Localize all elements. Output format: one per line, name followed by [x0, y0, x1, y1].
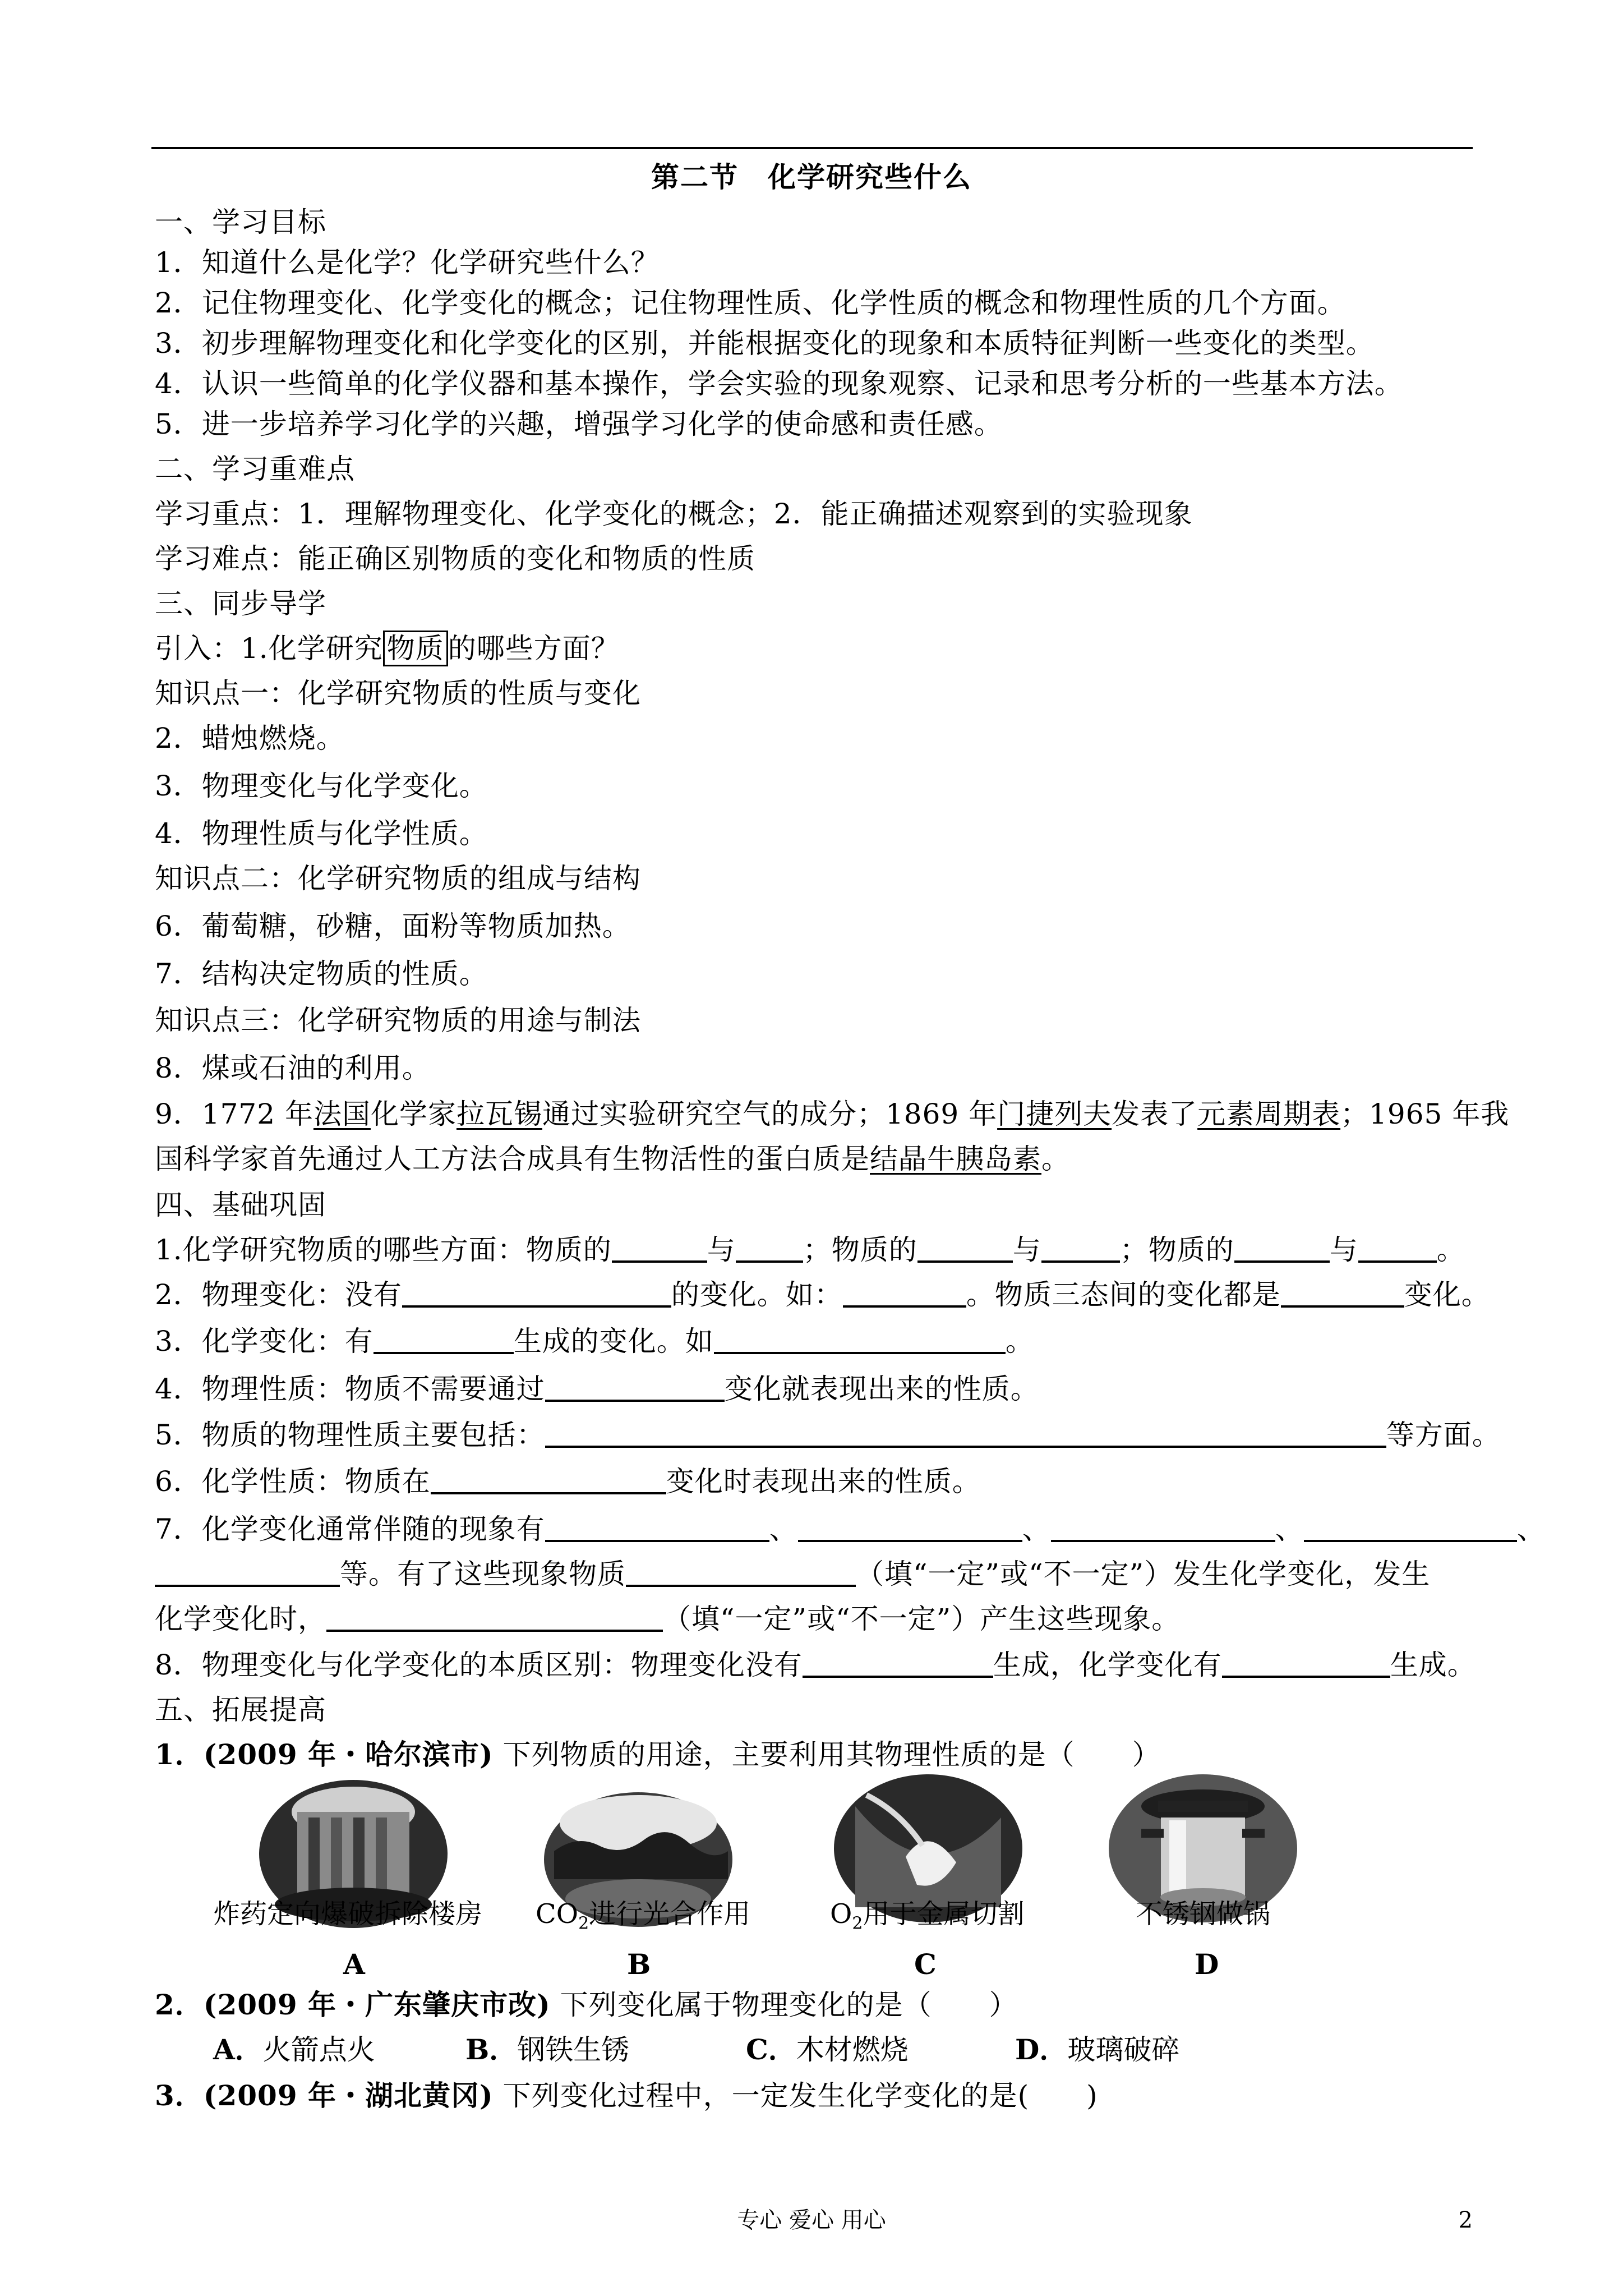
option-b[interactable] — [465, 2030, 746, 2070]
text: 、 — [769, 1513, 798, 1545]
text: 、 — [1022, 1513, 1051, 1545]
text: 等。有了这些现象物质 — [340, 1558, 626, 1590]
intro-pre: 引入：1.化学研究 — [155, 632, 383, 665]
answer-blank[interactable] — [917, 1232, 1013, 1263]
knowledge-point-3: 知识点三：化学研究物质的用途与制法 — [155, 1004, 641, 1037]
extension-q1 — [155, 1734, 1161, 1775]
answer-blank[interactable] — [1358, 1232, 1437, 1263]
guide-item-8: 8．煤或石油的利用。 — [155, 1052, 431, 1084]
text: ；物质的 — [803, 1234, 917, 1266]
text: CO — [536, 1898, 579, 1930]
text: 变化。 — [1404, 1278, 1490, 1311]
option-b-caption — [536, 1896, 750, 1942]
answer-blank[interactable] — [545, 1512, 769, 1542]
text: 进行光合作用 — [589, 1898, 751, 1930]
option-letter: B． — [465, 2033, 518, 2066]
answer-blank[interactable] — [1304, 1512, 1517, 1542]
option-letter: A． — [213, 2033, 263, 2066]
text: ；1965 年我 — [1340, 1098, 1510, 1130]
text: 、 — [1516, 1513, 1546, 1545]
page-title: 第二节 化学研究些什么 — [651, 160, 972, 194]
section-heading-basics: 四、基础巩固 — [155, 1189, 326, 1221]
intro-line — [155, 628, 620, 669]
page-number: 2 — [1458, 2207, 1473, 2233]
text: 等方面。 — [1386, 1419, 1501, 1451]
basic-q7-line1 — [155, 1509, 1546, 1549]
option-a-caption: 炸药定向爆破拆除楼房 — [213, 1898, 483, 1930]
text: 9．1772 年 — [155, 1098, 313, 1130]
question-source: (2009 年・哈尔滨市) — [203, 1738, 494, 1771]
basic-q7-line2 — [155, 1554, 1430, 1594]
extension-q3 — [155, 2076, 1098, 2116]
option-a[interactable] — [213, 2030, 465, 2070]
underlined-text: 法国 — [313, 1098, 371, 1130]
text: 。物质三态间的变化都是 — [966, 1278, 1281, 1311]
answer-blank[interactable] — [1041, 1232, 1120, 1263]
text: 与 — [1329, 1234, 1358, 1266]
text: 生成的变化。如 — [513, 1325, 714, 1358]
text: 与 — [707, 1234, 736, 1266]
underlined-text: 门捷列夫 — [997, 1098, 1112, 1130]
intro-post: 的哪些方面？ — [448, 632, 620, 665]
underlined-text: 拉瓦锡 — [456, 1098, 542, 1130]
key-points: 学习重点：1．理解物理变化、化学变化的概念；2．能正确描述观察到的实验现象 — [155, 498, 1193, 530]
basic-q5 — [155, 1415, 1501, 1455]
text: 5．物质的物理性质主要包括： — [155, 1419, 545, 1451]
text: 。 — [1005, 1325, 1034, 1358]
answer-blank[interactable] — [374, 1324, 514, 1354]
option-d-letter[interactable]: D — [1195, 1948, 1219, 1981]
section-heading-guide: 三、同步导学 — [155, 587, 326, 620]
answer-blank[interactable] — [612, 1232, 707, 1263]
header-rule — [151, 147, 1473, 149]
text: 的变化。如： — [671, 1278, 843, 1311]
guide-item-7: 7．结构决定物质的性质。 — [155, 958, 488, 990]
guide-item-2: 2．蜡烛燃烧。 — [155, 722, 345, 754]
boxed-term: 物质 — [383, 631, 448, 666]
answer-blank[interactable] — [1051, 1512, 1275, 1542]
answer-blank[interactable] — [545, 1372, 725, 1402]
basic-q8 — [155, 1645, 1476, 1685]
option-d-caption: 不锈钢做锅 — [1136, 1898, 1271, 1930]
text: 变化时表现出来的性质。 — [666, 1465, 981, 1498]
answer-blank[interactable] — [626, 1557, 856, 1587]
text: 4．物理性质：物质不需要通过 — [155, 1373, 545, 1405]
page-footer: 专心 爱心 用心 — [737, 2207, 886, 2233]
text: O — [830, 1898, 852, 1930]
question-number: 3． — [155, 2079, 204, 2112]
goal-item-2: 2．记住物理变化、化学变化的概念；记住物理性质、化学性质的概念和物理性质的几个方面。 — [155, 287, 1346, 319]
answer-blank[interactable] — [1234, 1232, 1330, 1263]
answer-blank[interactable] — [803, 1648, 993, 1678]
answer-blank[interactable] — [431, 1464, 666, 1494]
option-b-letter[interactable]: B — [627, 1948, 651, 1981]
underlined-text: 结晶牛胰岛素 — [870, 1143, 1041, 1175]
knowledge-point-2: 知识点二：化学研究物质的组成与结构 — [155, 862, 641, 895]
answer-blank[interactable] — [1281, 1277, 1404, 1308]
goal-item-5: 5．进一步培养学习化学的兴趣，增强学习化学的使命感和责任感。 — [155, 408, 1003, 440]
text: 。 — [1041, 1143, 1070, 1175]
question-text: 下列变化过程中，一定发生化学变化的是( ) — [502, 2079, 1098, 2112]
guide-item-4: 4．物理性质与化学性质。 — [155, 817, 488, 850]
option-d[interactable] — [1015, 2030, 1179, 2070]
basic-q4 — [155, 1369, 1039, 1409]
question-text: 下列物质的用途，主要利用其物理性质的是（ ） — [502, 1738, 1161, 1771]
option-c-caption — [830, 1896, 1024, 1942]
goal-item-4: 4．认识一些简单的化学仪器和基本操作，学会实验的现象观察、记录和思考分析的一些基本方法。 — [155, 367, 1403, 400]
guide-item-6: 6．葡萄糖，砂糖，面粉等物质加热。 — [155, 910, 631, 942]
basic-q7-line3 — [155, 1599, 1180, 1639]
text: 生成。 — [1390, 1649, 1476, 1681]
extension-q2-options — [213, 2030, 1179, 2070]
answer-blank[interactable] — [155, 1557, 340, 1587]
knowledge-point-1: 知识点一：化学研究物质的性质与变化 — [155, 677, 641, 710]
answer-blank[interactable] — [714, 1324, 1006, 1354]
subscript: 2 — [578, 1913, 589, 1934]
question-source: (2009 年・湖北黄冈) — [203, 2079, 494, 2112]
option-letter: D． — [1015, 2033, 1068, 2066]
section-heading-extension: 五、拓展提高 — [155, 1694, 326, 1726]
answer-blank[interactable] — [843, 1277, 966, 1308]
option-text: 火箭点火 — [262, 2033, 375, 2066]
option-text: 木材燃烧 — [796, 2033, 909, 2066]
underlined-text: 元素周期表 — [1197, 1098, 1341, 1130]
basic-q2 — [155, 1274, 1490, 1315]
text: 变化就表现出来的性质。 — [724, 1373, 1039, 1405]
option-text: 钢铁生锈 — [517, 2033, 630, 2066]
text: 7．化学变化通常伴随的现象有 — [155, 1513, 545, 1545]
text: （填“一定”或“不一定”）产生这些现象。 — [663, 1603, 1181, 1635]
guide-item-9-line1 — [155, 1094, 1509, 1134]
answer-blank[interactable] — [1222, 1648, 1390, 1678]
answer-blank[interactable] — [545, 1418, 1386, 1448]
text: ；物质的 — [1119, 1234, 1234, 1266]
basic-q3 — [155, 1321, 1034, 1361]
basic-q1 — [155, 1230, 1465, 1270]
text: 化学变化时， — [155, 1603, 326, 1635]
basic-q6 — [155, 1461, 981, 1502]
answer-blank[interactable] — [736, 1232, 803, 1263]
question-number: 2． — [155, 1988, 204, 2021]
text: 8．物理变化与化学变化的本质区别：物理变化没有 — [155, 1649, 803, 1681]
text: 1.化学研究物质的哪些方面：物质的 — [155, 1234, 612, 1266]
option-text: 玻璃破碎 — [1067, 2033, 1180, 2066]
option-c-letter[interactable]: C — [914, 1948, 937, 1981]
text: 通过实验研究空气的成分；1869 年 — [542, 1098, 998, 1130]
text: 、 — [1275, 1513, 1304, 1545]
text: 用于金属切割 — [863, 1898, 1025, 1930]
question-source: (2009 年・广东肇庆市改) — [203, 1988, 551, 2021]
guide-item-9-line2 — [155, 1139, 1070, 1179]
subscript: 2 — [852, 1913, 863, 1934]
goal-item-1: 1．知道什么是化学？化学研究些什么？ — [155, 246, 660, 279]
text: 化学家 — [370, 1098, 457, 1130]
question-number: 1． — [155, 1738, 204, 1771]
text: 。 — [1436, 1234, 1465, 1266]
answer-blank[interactable] — [326, 1602, 663, 1632]
answer-blank[interactable] — [798, 1512, 1022, 1542]
text: 国科学家首先通过人工方法合成具有生物活性的蛋白质是 — [155, 1143, 870, 1175]
difficult-points: 学习难点：能正确区别物质的变化和物质的性质 — [155, 542, 755, 575]
extension-q2 — [155, 1985, 1018, 2025]
text: （填“一定”或“不一定”）发生化学变化，发生 — [856, 1558, 1431, 1590]
text: 2．物理变化：没有 — [155, 1278, 402, 1311]
text: 生成，化学变化有 — [993, 1649, 1222, 1681]
option-letter: C． — [746, 2033, 796, 2066]
answer-blank[interactable] — [402, 1277, 671, 1308]
text: 3．化学变化：有 — [155, 1325, 374, 1358]
section-heading-key-points: 二、学习重难点 — [155, 453, 355, 485]
text: 6．化学性质：物质在 — [155, 1465, 431, 1498]
text: 发表了 — [1112, 1098, 1198, 1130]
guide-item-3: 3．物理变化与化学变化。 — [155, 770, 488, 802]
section-heading-goals: 一、学习目标 — [155, 206, 326, 238]
text: 与 — [1012, 1234, 1041, 1266]
question-text: 下列变化属于物理变化的是（ ） — [560, 1989, 1018, 2021]
option-c[interactable] — [746, 2030, 1015, 2070]
goal-item-3: 3．初步理解物理变化和化学变化的区别，并能根据变化的现象和本质特征判断一些变化的类型。 — [155, 327, 1375, 360]
option-a-letter[interactable]: A — [343, 1948, 365, 1981]
